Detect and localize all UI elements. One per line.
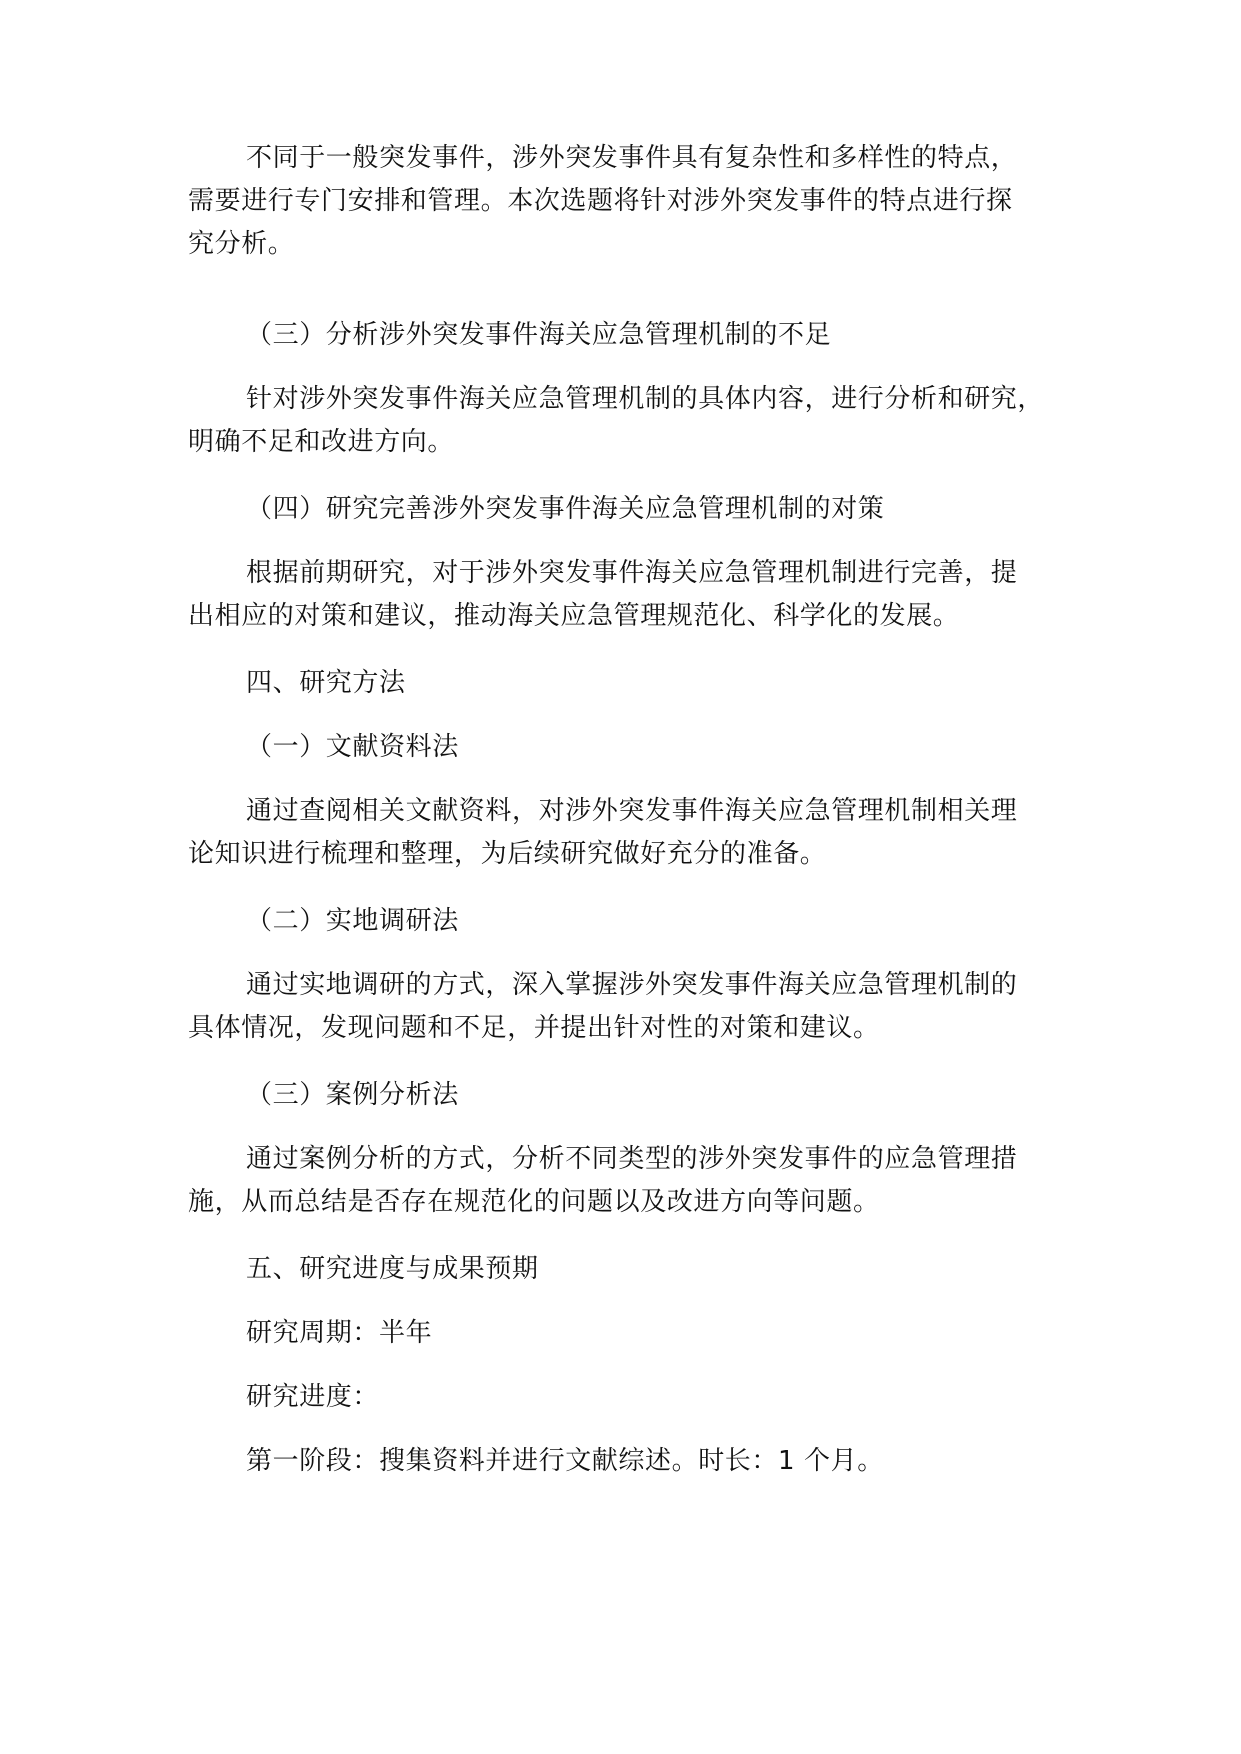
section-heading: 五、研究进度与成果预期 <box>246 1254 539 1284</box>
paragraph-line: 第一阶段：搜集资料并进行文献综述。时长：1 个月。 <box>246 1446 884 1476</box>
section-heading: （一）文献资料法 <box>246 732 459 762</box>
paragraph-line: 根据前期研究，对于涉外突发事件海关应急管理机制进行完善，提 <box>246 558 1018 588</box>
paragraph-line: 需要进行专门安排和管理。本次选题将针对涉外突发事件的特点进行探 <box>188 186 1013 216</box>
section-heading: （三）案例分析法 <box>246 1080 459 1110</box>
paragraph-line: 明确不足和改进方向。 <box>188 427 455 457</box>
paragraph-line: 通过查阅相关文献资料，对涉外突发事件海关应急管理机制相关理 <box>246 796 1018 826</box>
paragraph-line: 针对涉外突发事件海关应急管理机制的具体内容，进行分析和研究， <box>246 384 1045 414</box>
paragraph-line: 研究周期：半年 <box>246 1318 433 1348</box>
section-heading: 四、研究方法 <box>246 668 406 698</box>
paragraph-line: 具体情况，发现问题和不足，并提出针对性的对策和建议。 <box>188 1013 880 1043</box>
paragraph-line: 不同于一般突发事件，涉外突发事件具有复杂性和多样性的特点， <box>246 143 1018 173</box>
section-heading: （三）分析涉外突发事件海关应急管理机制的不足 <box>246 320 832 350</box>
paragraph-line: 施，从而总结是否存在规范化的问题以及改进方向等问题。 <box>188 1187 880 1217</box>
paragraph-line: 通过实地调研的方式，深入掌握涉外突发事件海关应急管理机制的 <box>246 970 1018 1000</box>
paragraph-line: 出相应的对策和建议，推动海关应急管理规范化、科学化的发展。 <box>188 601 960 631</box>
paragraph-line: 研究进度： <box>246 1382 380 1412</box>
paragraph-line: 通过案例分析的方式，分析不同类型的涉外突发事件的应急管理措 <box>246 1144 1018 1174</box>
section-heading: （四）研究完善涉外突发事件海关应急管理机制的对策 <box>246 494 885 524</box>
paragraph-line: 究分析。 <box>188 229 295 259</box>
section-heading: （二）实地调研法 <box>246 906 459 936</box>
paragraph-line: 论知识进行梳理和整理，为后续研究做好充分的准备。 <box>188 839 827 869</box>
